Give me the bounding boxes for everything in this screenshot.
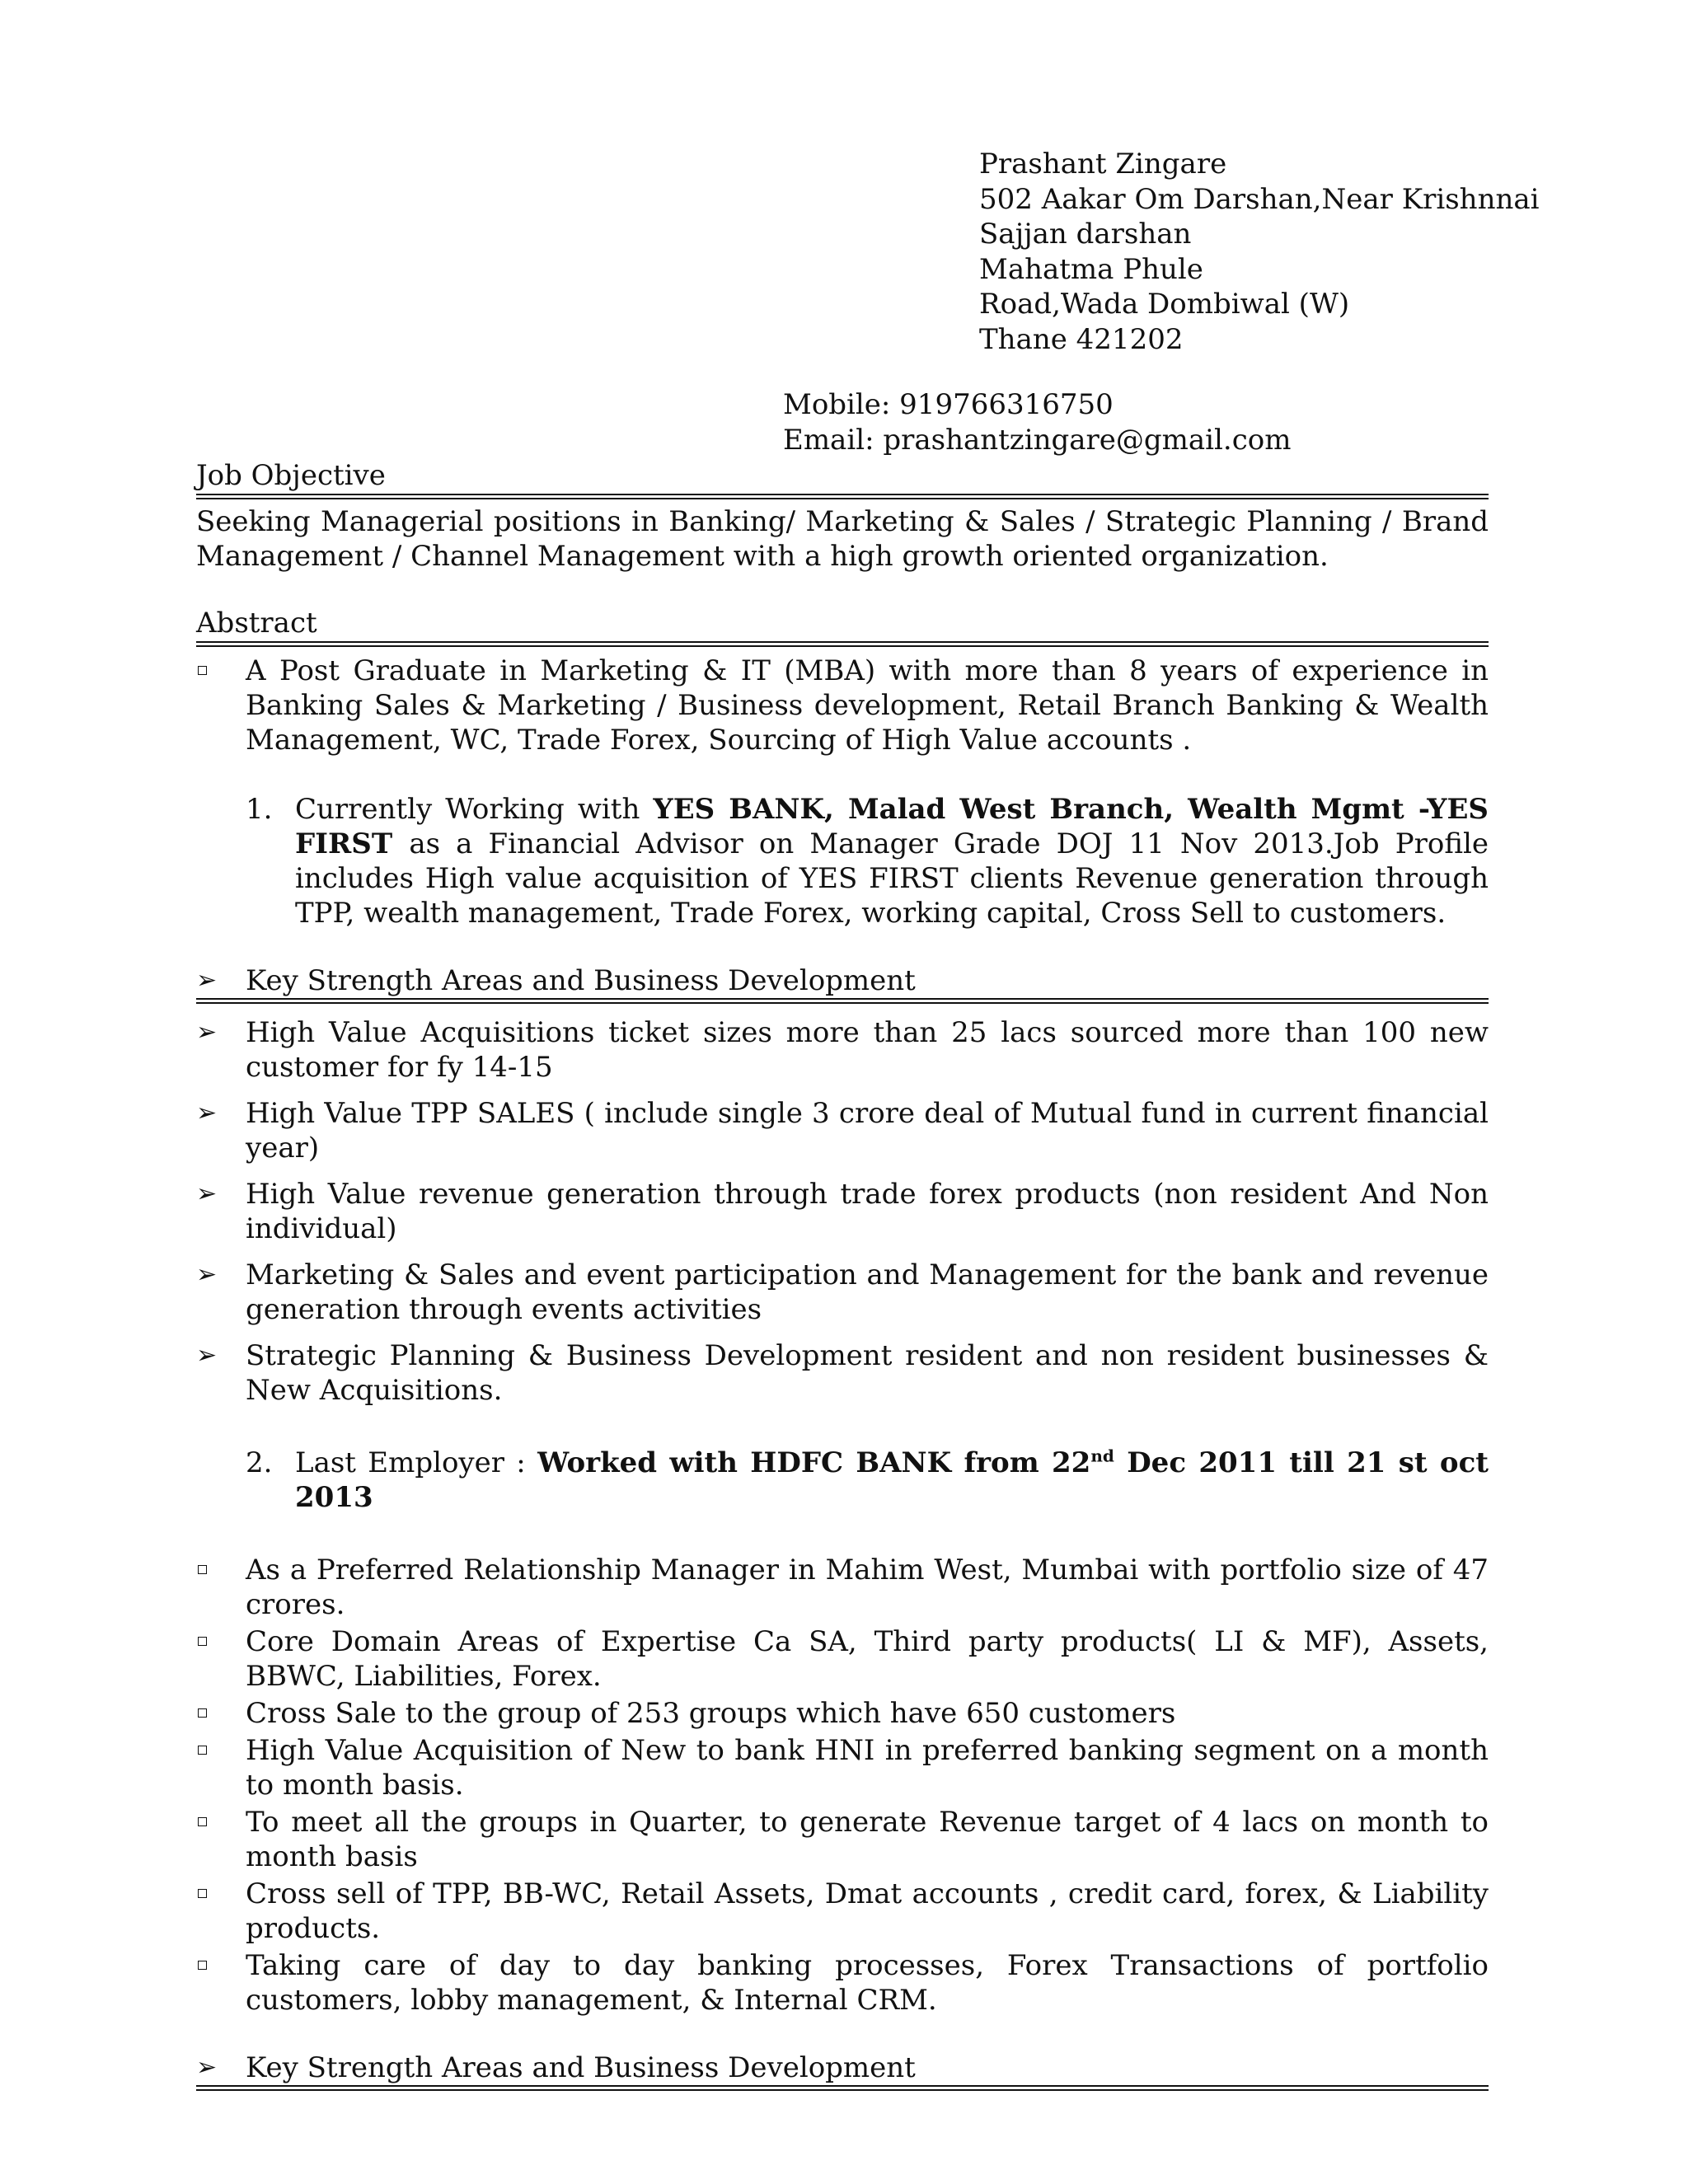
strength-item: ➢ Marketing & Sales and event participation and Management for the bank and revenue generation through events activities [196,1258,1489,1326]
strength-item: ➢ High Value revenue generation through trade forex products (non resident And Non individual) [196,1178,1489,1245]
list-number: 2. [246,1446,273,1479]
strengths-heading: ➢ Key Strength Areas and Business Development [196,964,916,997]
employer-name: YES BANK, Malad West Branch, Wealth Mgmt -YES FIRST [295,793,1489,860]
address-line: 502 Aakar Om Darshan,Near Krishnnai [979,182,1540,216]
square-bullet-icon [198,1565,207,1574]
square-bullet-icon [198,1708,207,1718]
objective-text: Seeking Managerial positions in Banking/ Marketing & Sales / Strategic Planning / Brand Management / Channel Management with a high growth oriented organization. [196,505,1489,573]
address-line: Thane 421202 [979,322,1184,356]
section-divider [196,641,1489,647]
arrow-bullet-icon: ➢ [196,1018,218,1047]
list-item: To meet all the groups in Quarter, to generate Revenue target of 4 lacs on month to month basis [196,1805,1489,1874]
arrow-bullet-icon: ➢ [196,1260,218,1289]
square-bullet-icon [198,1889,207,1898]
list-item: Core Domain Areas of Expertise Ca SA, Third party products( LI & MF), Assets, BBWC, Liabilities, Forex. [196,1624,1489,1694]
hdfc-points [196,1553,1489,2018]
list-item: As a Preferred Relationship Manager in Mahim West, Mumbai with portfolio size of 47 crores. [196,1553,1489,1622]
section-divider [196,494,1489,499]
objective-heading: Job Objective [196,459,386,492]
arrow-bullet-icon: ➢ [196,2053,218,2082]
current-job: 1. Currently Working with YES BANK, Malad West Branch, Wealth Mgmt -YES FIRST as a Financial Advisor on Manager Grade DOJ 11 Nov 2013.Job Profile includes High value acquisition of YES FIRST clients Revenue generation through TPP, wealth management, Trade Forex, working capital, Cross Sell to customers. [246,793,1489,930]
section-divider [196,2085,1489,2091]
square-bullet-icon [198,1746,207,1755]
strength-item: ➢ High Value TPP SALES ( include single 3 crore deal of Mutual fund in current financial year) [196,1097,1489,1165]
arrow-bullet-icon: ➢ [196,1179,218,1208]
strengths-heading: ➢ Key Strength Areas and Business Development [196,2051,916,2084]
abstract-summary: A Post Graduate in Marketing & IT (MBA) with more than 8 years of experience in Banking Sales & Marketing / Business development, Retail Branch Banking & Wealth Management, WC, Trade Forex, Sourcing of High Value accounts . [196,654,1489,757]
strength-item: ➢ Strategic Planning & Business Development resident and non resident businesses & New Acquisitions. [196,1339,1489,1407]
mobile: Mobile: 919766316750 [783,388,1114,421]
last-job: 2. Last Employer : Worked with HDFC BANK from 22nd Dec 2011 till 21 st oct 2013 [246,1446,1489,1514]
email: Email: prashantzingare@gmail.com [783,424,1292,457]
list-item: Cross Sale to the group of 253 groups which have 650 customers [196,1696,1489,1731]
list-item: Cross sell of TPP, BB-WC, Retail Assets, Dmat accounts , credit card, forex, & Liability products. [196,1877,1489,1946]
contact-block [783,387,1291,458]
address-line: Road,Wada Dombiwal (W) [979,288,1350,321]
list-item: Taking care of day to day banking processes, Forex Transactions of portfolio customers, lobby management, & Internal CRM. [196,1948,1489,2018]
address-line: Sajjan darshan [979,218,1192,251]
square-bullet-icon [198,1637,207,1646]
resume-body [196,457,1489,2091]
address-line: Mahatma Phule [979,252,1203,286]
candidate-name: Prashant Zingare [979,148,1227,180]
list-item: High Value Acquisition of New to bank HNI in preferred banking segment on a month to month basis. [196,1733,1489,1802]
abstract-heading: Abstract [196,607,317,640]
arrow-bullet-icon: ➢ [196,966,218,995]
square-bullet-icon [198,666,207,675]
section-divider [196,998,1489,1004]
arrow-bullet-icon: ➢ [196,1099,218,1127]
arrow-bullet-icon: ➢ [196,1341,218,1370]
strength-item: ➢ High Value Acquisitions ticket sizes more than 25 lacs sourced more than 100 new customer for fy 14-15 [196,1016,1489,1084]
square-bullet-icon [198,1817,207,1826]
list-number: 1. [246,793,273,826]
address-block [979,147,1540,357]
square-bullet-icon [198,1961,207,1970]
